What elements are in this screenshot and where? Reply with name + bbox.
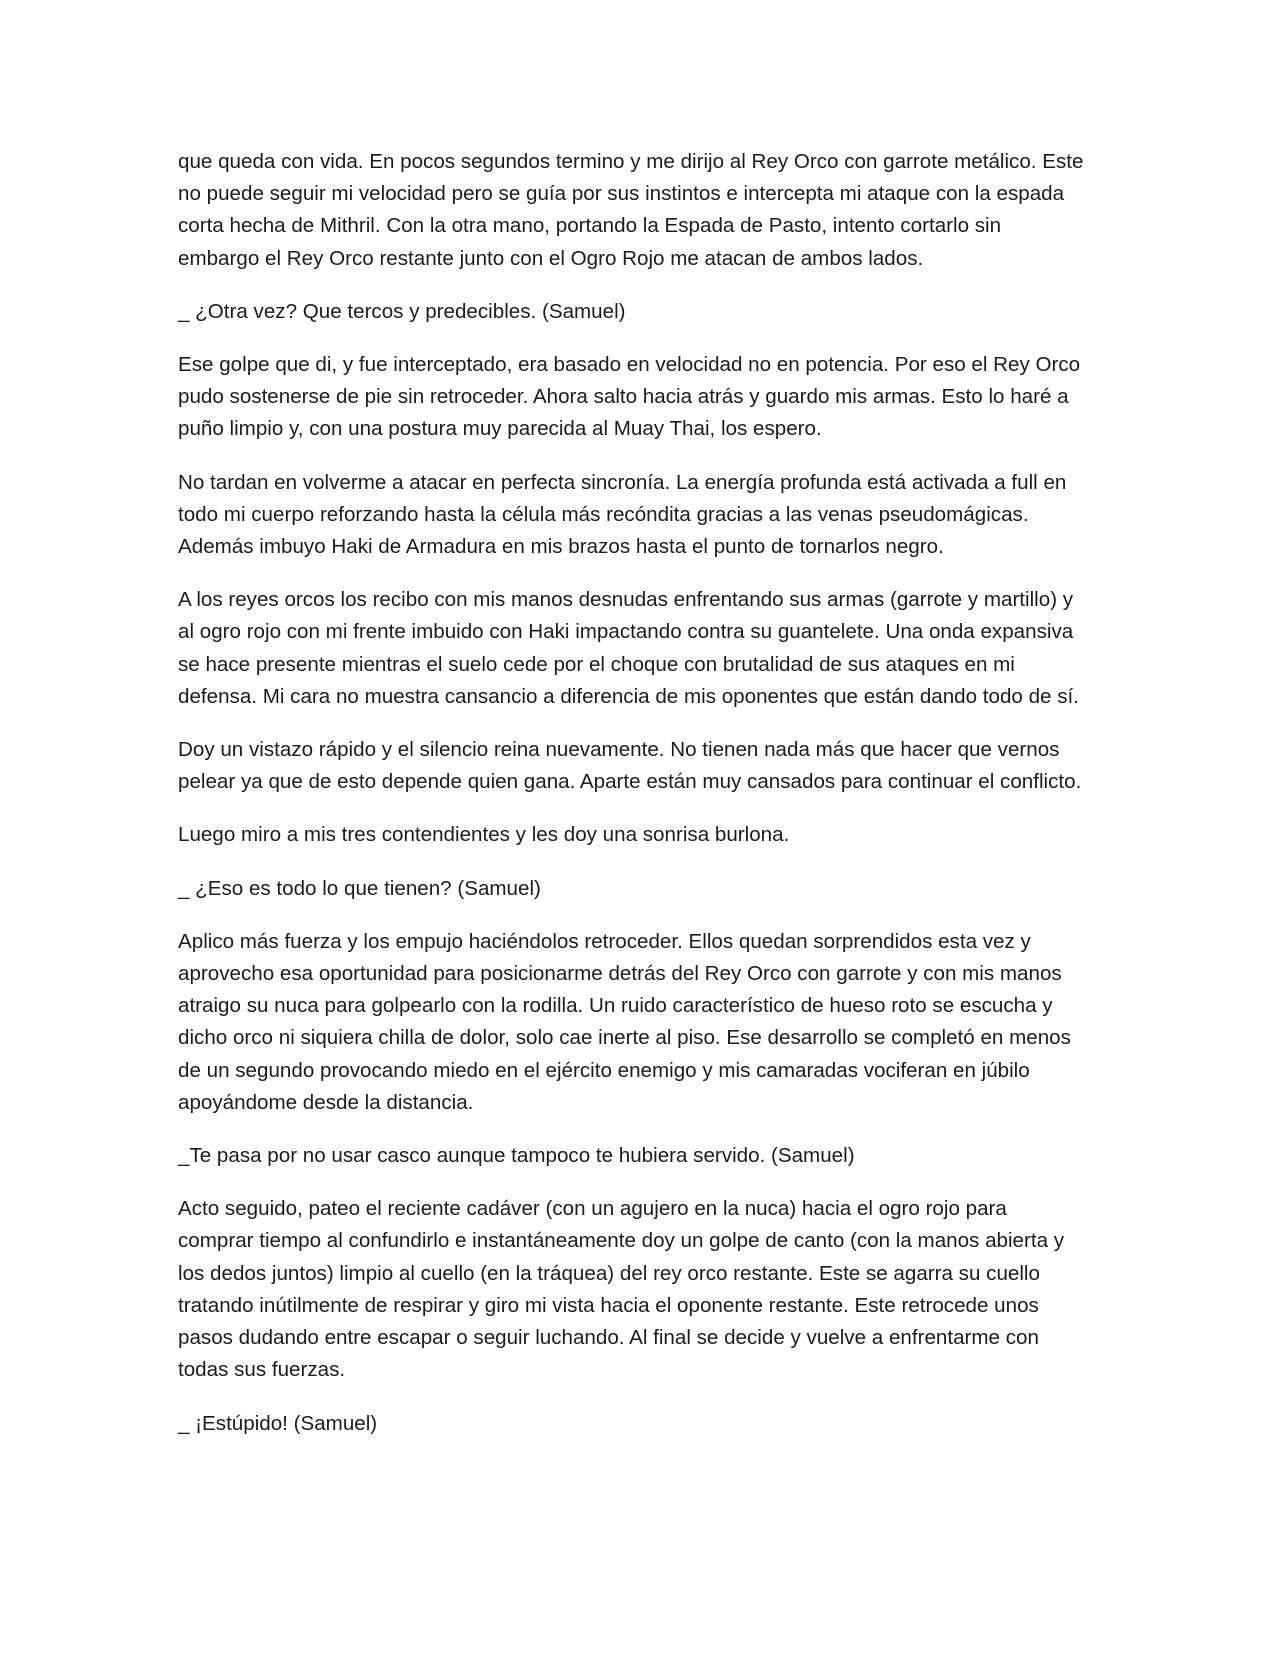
paragraph: Luego miro a mis tres contendientes y les doy una sonrisa burlona. bbox=[178, 823, 790, 847]
dialogue-line: _Te pasa por no usar casco aunque tampoco te hubiera servido. (Samuel) bbox=[178, 1144, 855, 1168]
document-page bbox=[178, 146, 1108, 1461]
dialogue-line: _ ¿Otra vez? Que tercos y predecibles. (Samuel) bbox=[178, 299, 626, 323]
paragraph: Ese golpe que di, y fue interceptado, era basado en velocidad no en potencia. Por eso el Rey Orco pudo sostenerse de pie sin retroceder. Ahora salto hacia atrás y guardo mis armas. Esto lo haré a puño limpio y, con una postura muy parecida al Muay Thai, los espero. bbox=[178, 353, 1081, 441]
paragraph: No tardan en volverme a atacar en perfecta sincronía. La energía profunda está activada a full en todo mi cuerpo reforzando hasta la célula más recóndita gracias a las venas pseudomágicas. Además imbuyo Haki de Armadura en mis brazos hasta el punto de tornarlos negro. bbox=[178, 470, 1067, 559]
paragraph-continuation: que queda con vida. En pocos segundos termino y me dirijo al Rey Orco con garrote metálico. Este no puede seguir mi velocidad pero se guía por sus instintos e intercepta mi ataque con la espada corta hecha de Mithril. Con la otra mano, portando la Espada de Pasto, intento cortarlo sin embargo el Rey Orco restante junto con el Ogro Rojo me atacan de ambos lados. bbox=[178, 150, 1084, 270]
dialogue-line: _ ¡Estúpido! (Samuel) bbox=[178, 1411, 378, 1435]
paragraph: A los reyes orcos los recibo con mis manos desnudas enfrentando sus armas (garrote y martillo) y al ogro rojo con mi frente imbuido con Haki impactando contra su guantelete. Una onda expansiva se hace presente mientras el suelo cede por el choque con brutalidad de sus ataques en mi defensa. Mi cara no muestra cansancio a diferencia de mis oponentes que están dando todo de sí. bbox=[178, 588, 1079, 708]
dialogue-line: _ ¿Eso es todo lo que tienen? (Samuel) bbox=[178, 876, 541, 900]
paragraph: Aplico más fuerza y los empujo haciéndolos retroceder. Ellos quedan sorprendidos esta vez y aprovecho esa oportunidad para posicionarme detrás del Rey Orco con garrote y con mis manos atraigo su nuca para golpearlo con la rodilla. Un ruido característico de hueso roto se escucha y dicho orco ni siquiera chilla de dolor, solo cae inerte al piso. Ese desarrollo se completó en menos de un segundo provocando miedo en el ejército enemigo y mis camaradas vociferan en júbilo apoyándome desde la distancia. bbox=[178, 929, 1071, 1114]
paragraph: Doy un vistazo rápido y el silencio reina nuevamente. No tienen nada más que hacer que vernos pelear ya que de esto depende quien gana. Aparte están muy cansados para continuar el conflicto. bbox=[178, 738, 1082, 794]
paragraph: Acto seguido, pateo el reciente cadáver (con un agujero en la nuca) hacia el ogro rojo para comprar tiempo al confundirlo e instantáneamente doy un golpe de canto (con la manos abierta y los dedos juntos) limpio al cuello (en la tráquea) del rey orco restante. Este se agarra su cuello tratando inútilmente de respirar y giro mi vista hacia el oponente restante. Este retrocede unos pasos dudando entre escapar o seguir luchando. Al final se decide y vuelve a enfrentarme con todas sus fuerzas. bbox=[178, 1197, 1065, 1382]
